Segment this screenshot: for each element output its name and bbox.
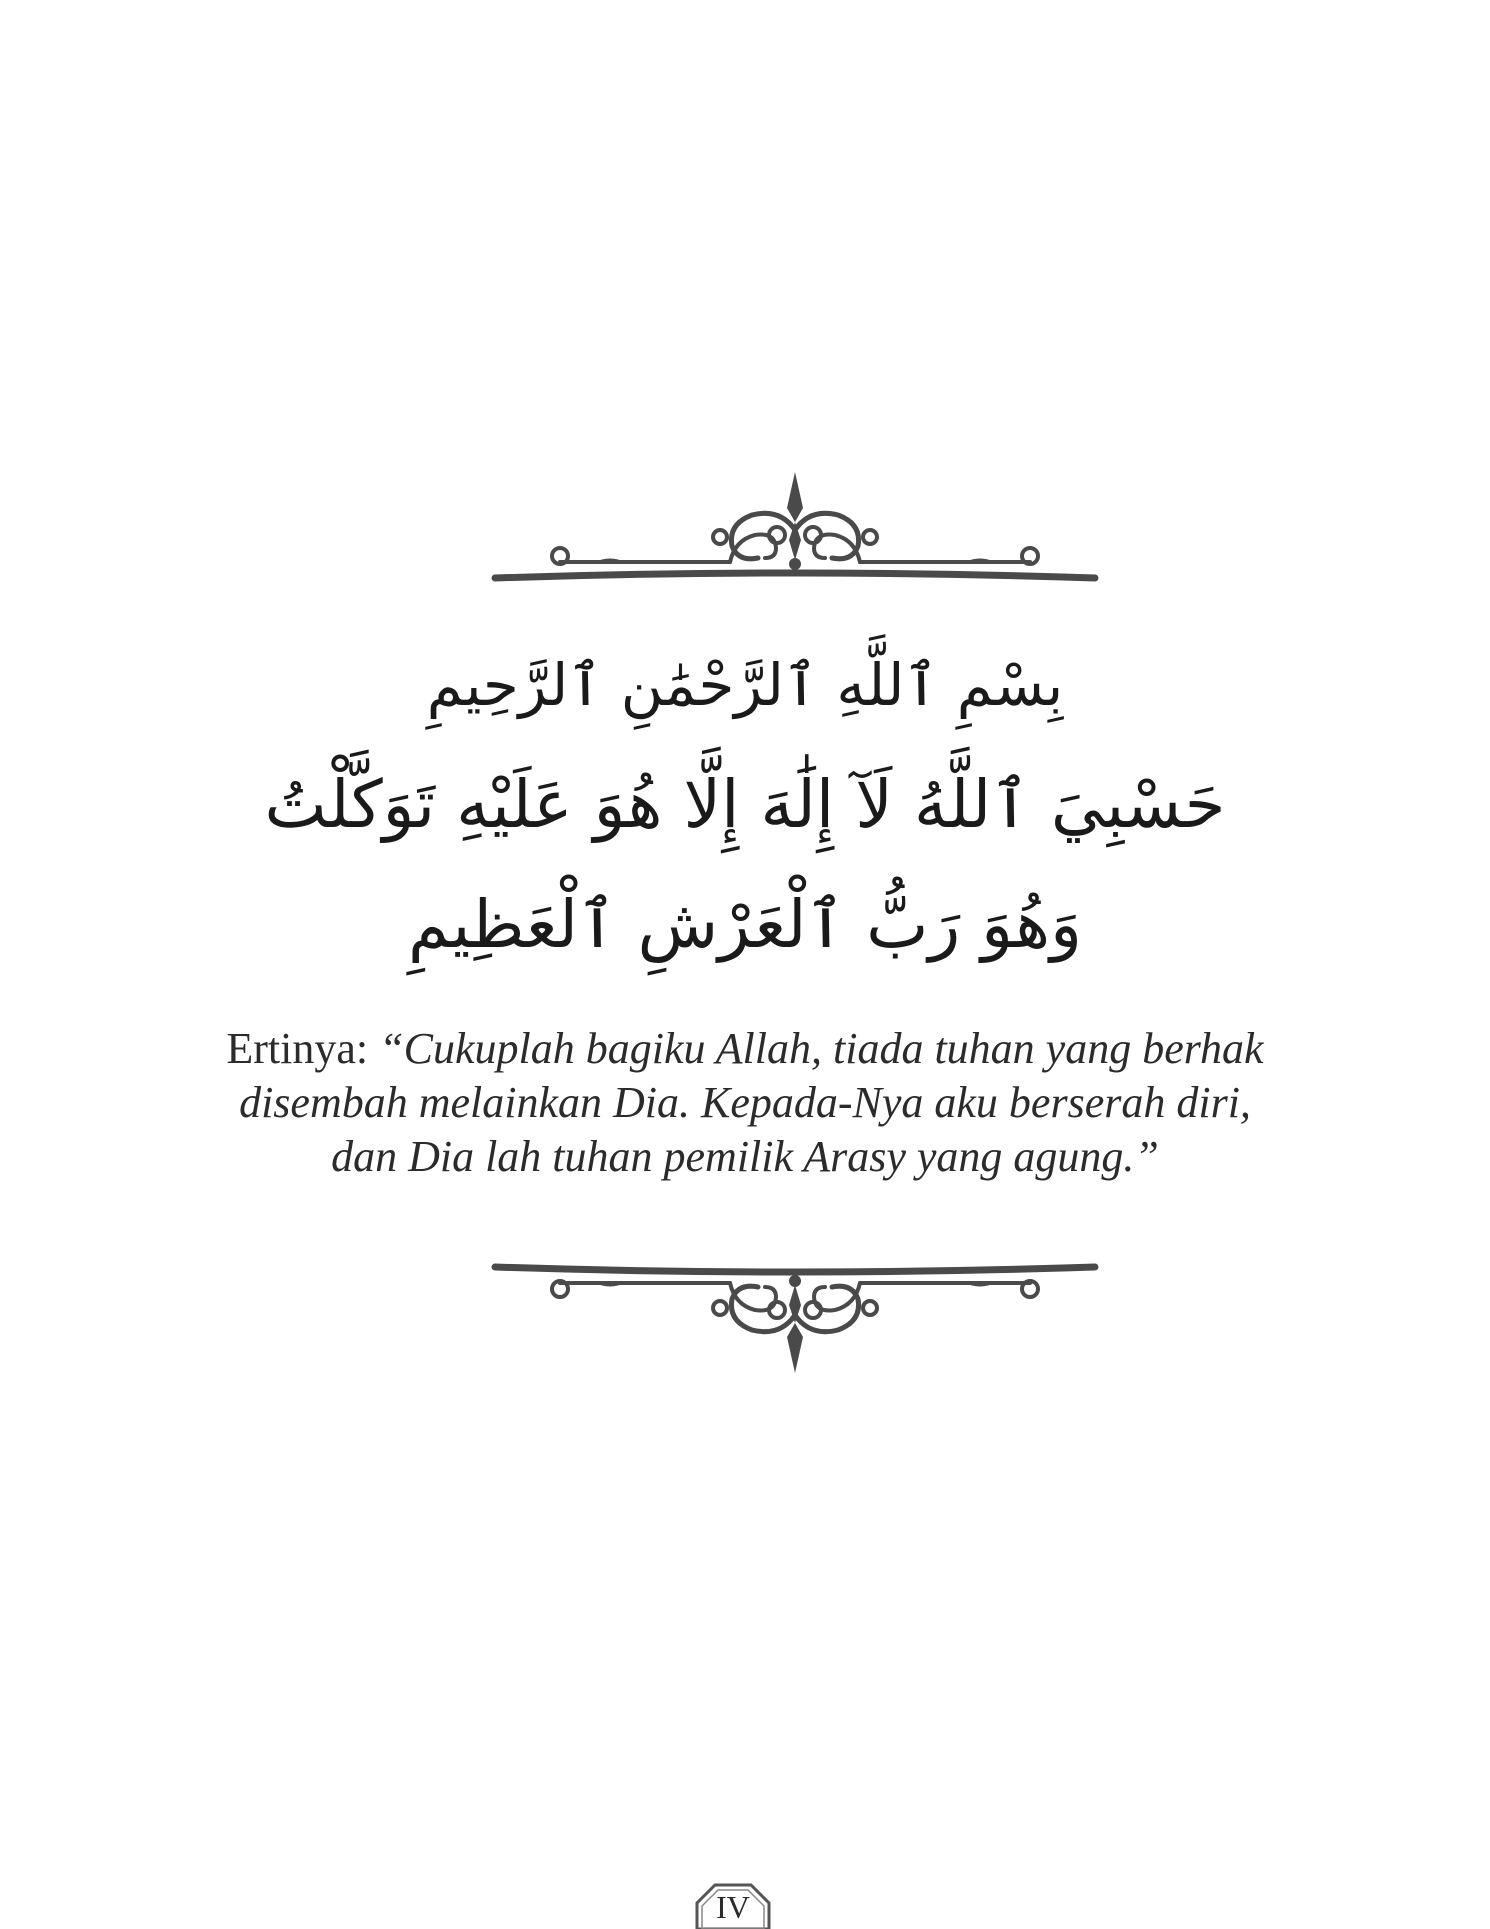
- page-number-badge: [695, 1883, 771, 1929]
- verse-line-1: حَسْبِيَ ٱللَّهُ لَآ إِلَٰهَ إِلَّا هُوَ عَلَيْهِ تَوَكَّلْتُ: [264, 766, 1226, 843]
- basmalah-text: بِسْمِ ٱللَّهِ ٱلرَّحْمَٰنِ ٱلرَّحِيمِ: [426, 651, 1064, 719]
- page-number: IV: [716, 1889, 750, 1925]
- bottom-ornament-icon: [480, 1235, 1110, 1385]
- translation-line-1: [200, 1022, 1290, 1076]
- translation-label: Ertinya:: [226, 1024, 380, 1073]
- top-ornament-icon: [480, 460, 1110, 610]
- translation-line-2: disembah melainkan Dia. Kepada-Nya aku berserah diri,: [239, 1078, 1251, 1127]
- translation-block: [200, 1022, 1290, 1184]
- translation-line-3: dan Dia lah tuhan pemilik Arasy yang agung.”: [331, 1132, 1159, 1181]
- verse-line-2: وَهُوَ رَبُّ ٱلْعَرْشِ ٱلْعَظِيمِ: [408, 886, 1082, 963]
- translation-text-1: “Cukuplah bagiku Allah, tiada tuhan yang berhak: [379, 1024, 1264, 1073]
